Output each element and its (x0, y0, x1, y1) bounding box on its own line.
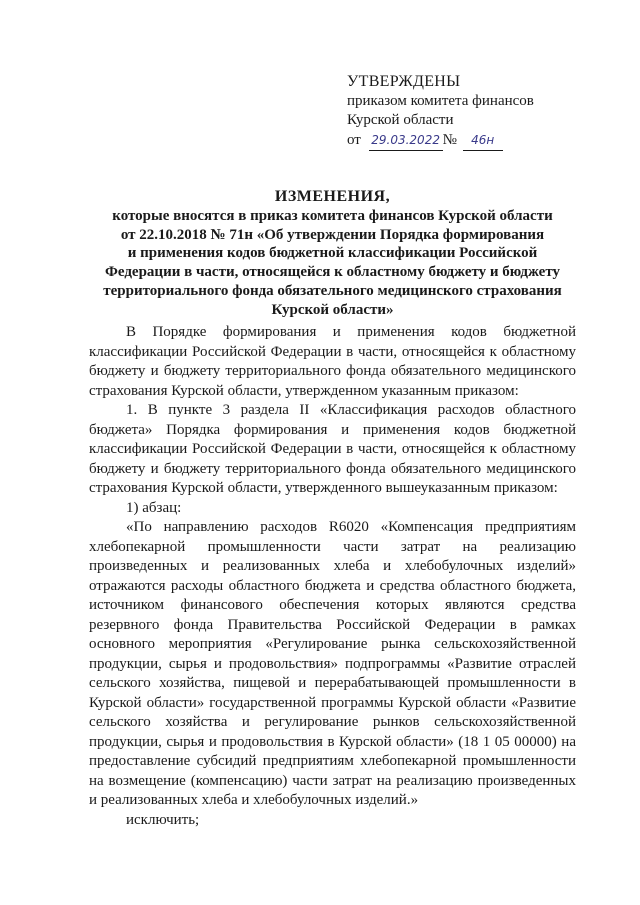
title-line: территориального фонда обязательного медицинского страхования (103, 282, 562, 299)
approval-heading: УТВЕРЖДЕНЫ (347, 73, 461, 90)
paragraph-quoted-text: «По направлению расходов R6020 «Компенсация предприятиям хлебопекарной промышленности части затрат на реализацию произведенных и реализованных хлеба и хлебобулочных изделий» отражаются расходы областного бюджета и средства областного бюджета, источником финансового обеспечения которых являются средства резервного фонда Правительства Российской Федерации в рамках основного мероприятия «Регулирование рынка сельскохозяйственной продукции, сырья и продовольствия» подпрограммы «Развитие отраслей сельского хозяйства, пищевой и перерабатывающей промышленности в Курской области» государственной программы Курской области «Развитие сельского хозяйства и регулирование рынков сельскохозяйственной продукции, сырья и продовольствия в Курской области» (18 1 05 00000) на предоставление субсидий предприятиям хлебопекарной промышленности на возмещение (компенсацию) части затрат на реализацию произведенных и реализованных хлеба и хлебобулочных изделий.» (89, 519, 576, 808)
handwritten-number: 46н (463, 131, 503, 152)
paragraph-exclude: исключить; (126, 811, 200, 828)
title-line: и применения кодов бюджетной классификации Российской (127, 245, 538, 262)
document-title (90, 188, 575, 320)
approval-line-order: приказом комитета финансов (347, 92, 534, 109)
title-line: Федерации в части, относящейся к областному бюджету и бюджету (105, 264, 560, 281)
paragraph-intro: В Порядке формирования и применения кодов бюджетной классификации Российской Федерации в части, относящейся к областному бюджету и бюджету территориального фонда обязательного медицинского страхования Курской области, утвержденном указанным приказом: (89, 324, 576, 399)
approval-date-line (347, 131, 534, 152)
paragraph-item-1: 1. В пункте 3 раздела II «Классификация расходов областного бюджета» Порядка формирования и применения кодов бюджетной классификации Российской Федерации в части, относящейся к областному бюджету и бюджету территориального фонда обязательного медицинского страхования Курской области, утвержденного вышеуказанным приказом: (89, 402, 576, 496)
title-line: которые вносятся в приказ комитета финансов Курской области (112, 207, 553, 224)
approval-line-region: Курской области (347, 112, 454, 128)
paragraph-subitem: 1) абзац: (126, 499, 182, 516)
title-line: Курской области» (271, 301, 394, 318)
approval-from-prefix: от (347, 131, 361, 148)
handwritten-date: 29.03.2022 (369, 131, 443, 152)
document-body (89, 323, 576, 830)
title-line: от 22.10.2018 № 71н «Об утверждении Порядка формирования (120, 226, 545, 243)
title-heading: ИЗМЕНЕНИЯ, (274, 188, 391, 205)
approval-block (347, 72, 534, 151)
number-sign: № (442, 131, 457, 148)
